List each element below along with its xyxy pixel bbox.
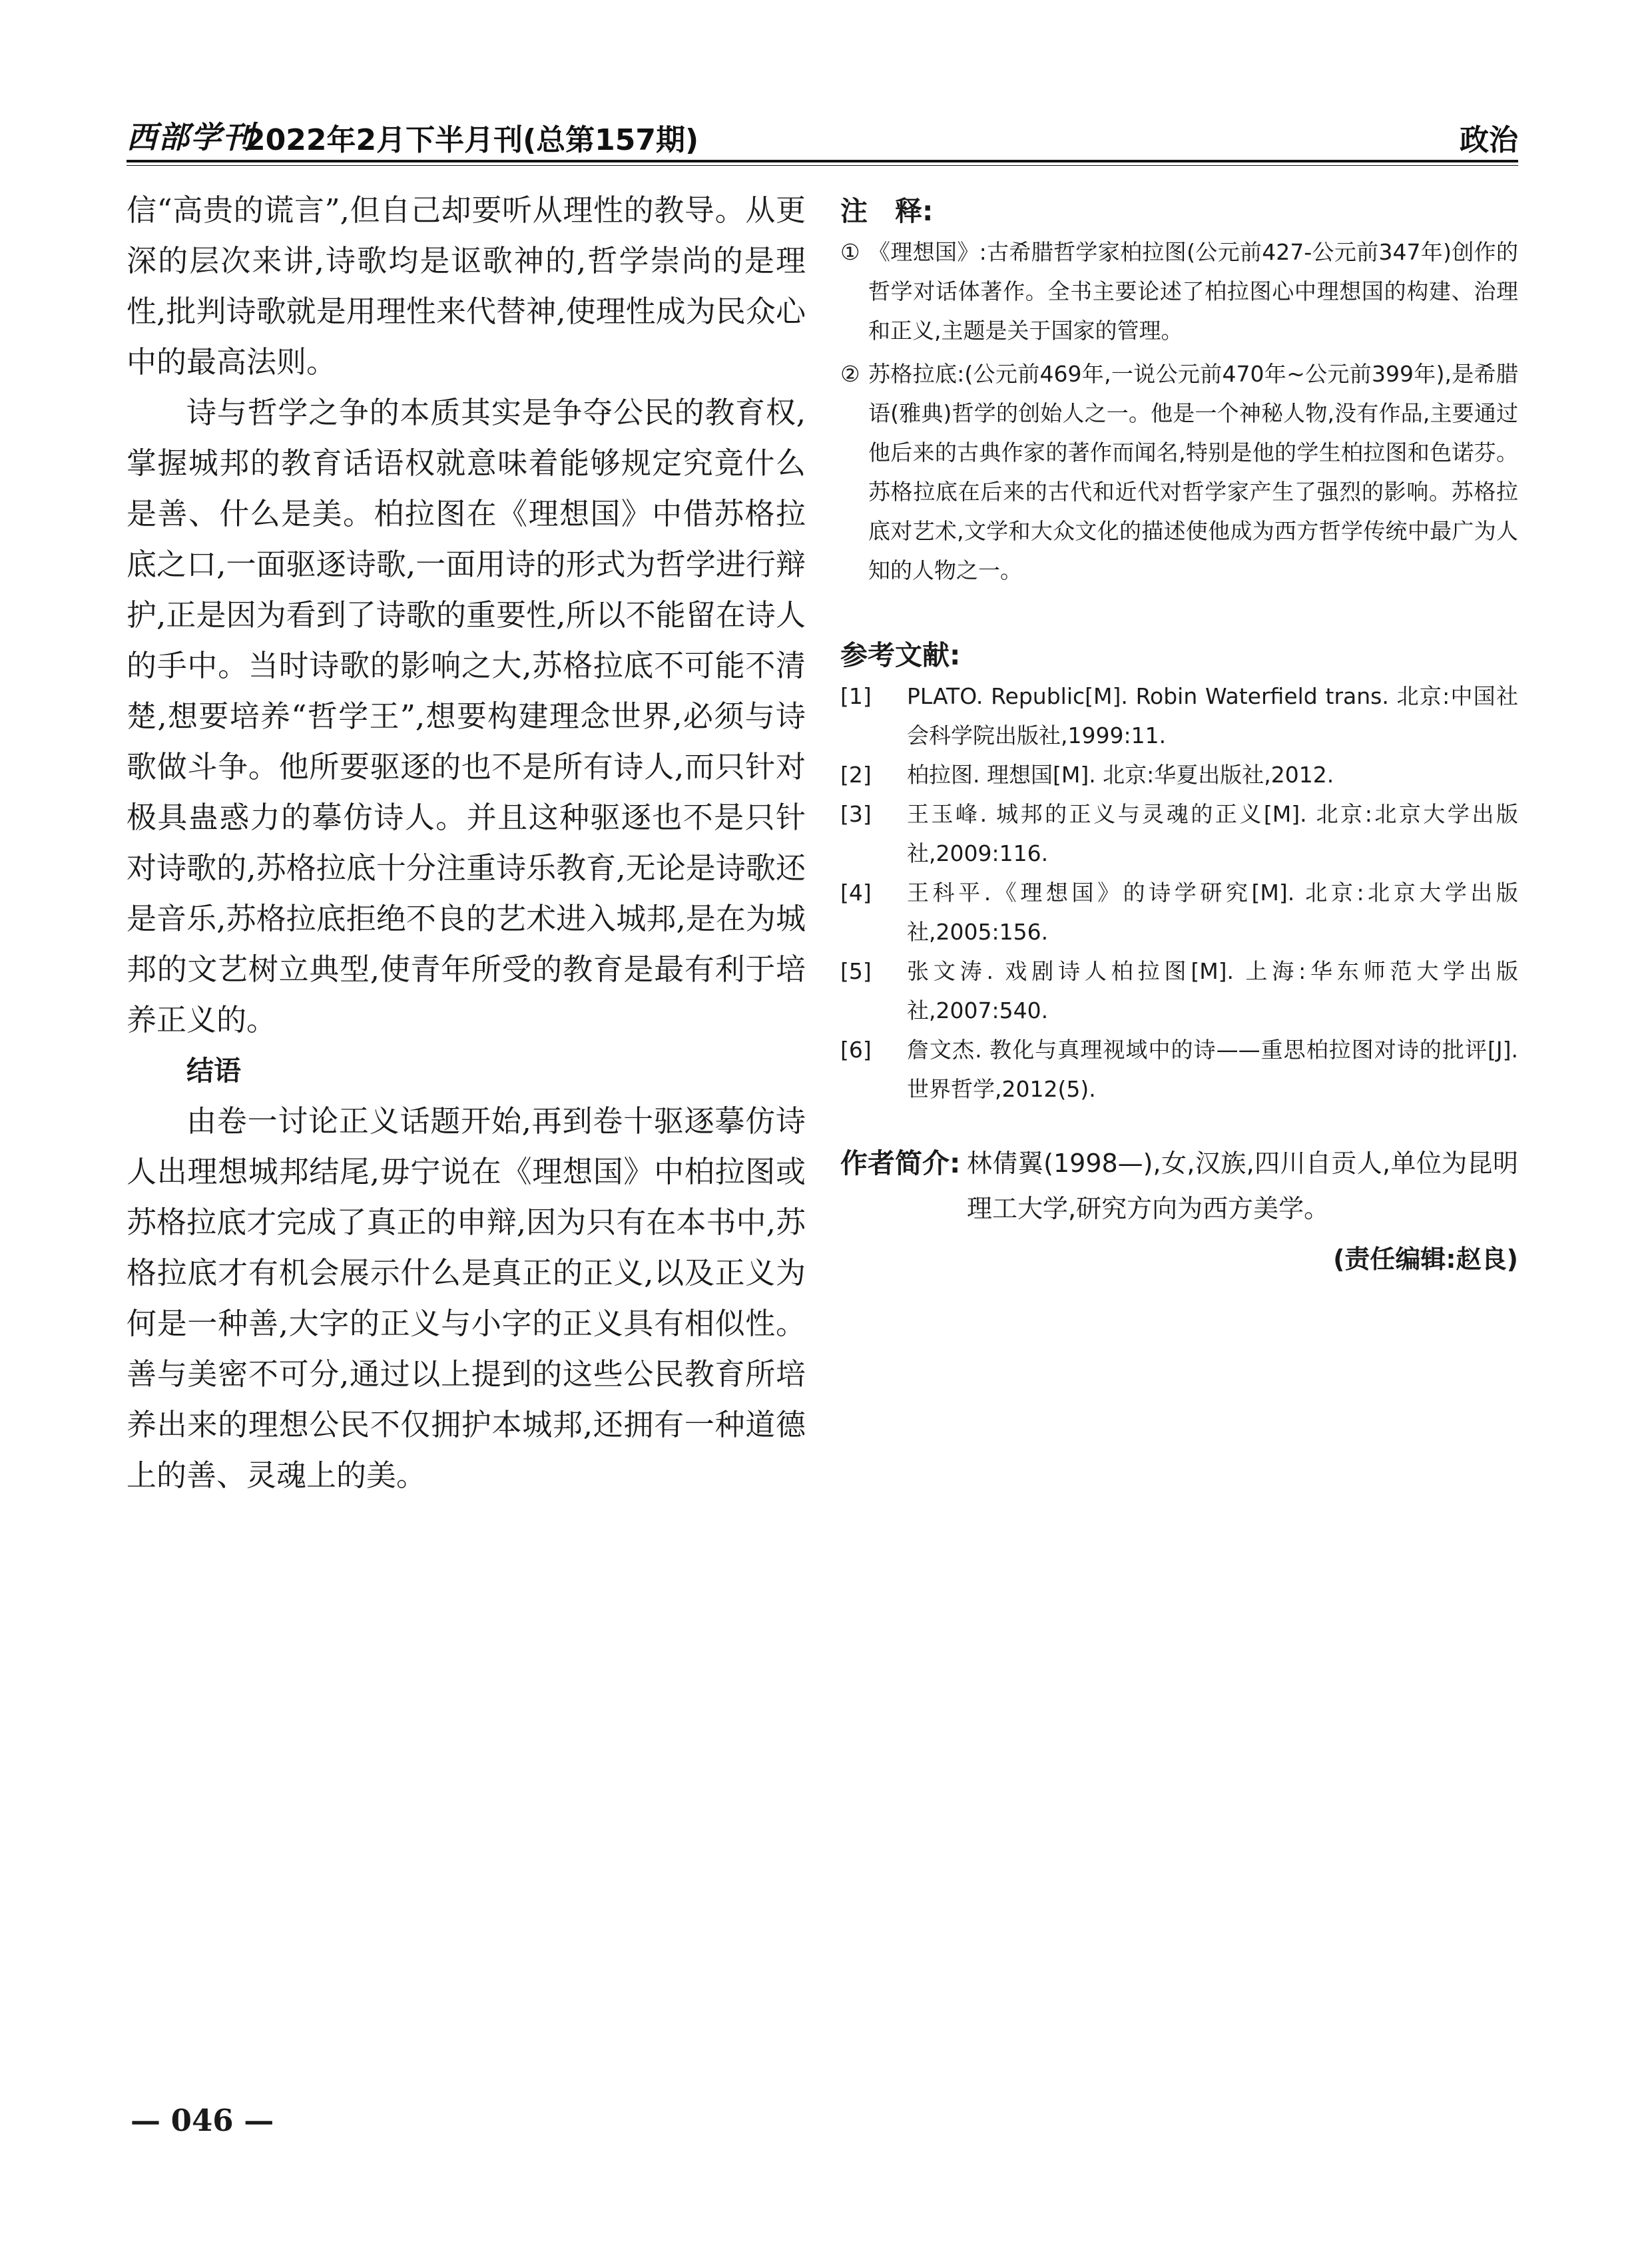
reference-text: 王玉峰. 城邦的正义与灵魂的正义[M]. 北京:北京大学出版社,2009:116. <box>907 801 1518 866</box>
issue-info: 2022年2月下半月刊(总第157期) <box>245 123 699 157</box>
note-marker: ② <box>840 361 860 387</box>
reference-item <box>840 794 1518 873</box>
note-item <box>840 232 1518 350</box>
journal-masthead: 西部学刊 <box>127 119 254 155</box>
reference-text: 王科平.《理想国》的诗学研究[M]. 北京:北京大学出版社,2005:156. <box>907 880 1518 945</box>
header-rule-thin <box>127 165 1518 166</box>
reference-item <box>840 952 1518 1030</box>
reference-number: [6] <box>840 1037 872 1063</box>
page-header <box>127 112 1518 157</box>
reference-text: 张文涛. 戏剧诗人柏拉图[M]. 上海:华东师范大学出版社,2007:540. <box>907 958 1518 1023</box>
section-label: 政治 <box>1460 123 1518 157</box>
references-heading: 参考文献: <box>840 639 961 671</box>
body-paragraph: 信“高贵的谎言”,但自己却要听从理性的教导。从更深的层次来讲,诗歌均是讴歌神的,哲学崇尚的是理性,批判诗歌就是用理性来代替神,使理性成为民众心中的最高法则。 <box>127 192 806 380</box>
note-marker: ① <box>840 239 860 265</box>
reference-number: [1] <box>840 683 872 709</box>
reference-item <box>840 873 1518 952</box>
conclusion-heading: 结语 <box>186 1055 241 1087</box>
page-number: — 046 — <box>131 2103 274 2138</box>
note-item <box>840 354 1518 590</box>
body-paragraph: 诗与哲学之争的本质其实是争夺公民的教育权,掌握城邦的教育话语权就意味着能够规定究竟什么是善、什么是美。柏拉图在《理想国》中借苏格拉底之口,一面驱逐诗歌,一面用诗的形式为哲学进行辩护,正是因为看到了诗歌的重要性,所以不能留在诗人的手中。当时诗歌的影响之大,苏格拉底不可能不清楚,想要培养“哲学王”,想要构建理念世界,必须与诗歌做斗争。他所要驱逐的也不是所有诗人,而只针对极具蛊惑力的摹仿诗人。并且这种驱逐也不是只针对诗歌的,苏格拉底十分注重诗乐教育,无论是诗歌还是音乐,苏格拉底拒绝不良的艺术进入城邦,是在为城邦的文艺树立典型,使青年所受的教育是最有利于培养正义的。 <box>127 395 806 1037</box>
header-rule <box>127 160 1518 162</box>
note-text: 《理想国》:古希腊哲学家柏拉图(公元前427-公元前347年)创作的哲学对话体著作。全书主要论述了柏拉图心中理想国的构建、治理和正义,主题是关于国家的管理。 <box>868 239 1518 344</box>
main-text-column <box>127 185 806 1501</box>
author-bio-label: 作者简介: <box>840 1147 961 1179</box>
reference-item <box>840 755 1518 794</box>
reference-text: PLATO. Republic[M]. Robin Waterfield trans. 北京:中国社会科学院出版社,1999:11. <box>907 683 1518 748</box>
reference-text: 柏拉图. 理想国[M]. 北京:华夏出版社,2012. <box>907 762 1334 788</box>
author-bio-text: 林倩翼(1998—),女,汉族,四川自贡人,单位为昆明理工大学,研究方向为西方美学。 <box>967 1149 1518 1223</box>
reference-number: [4] <box>840 880 872 906</box>
reference-number: [2] <box>840 762 872 788</box>
notes-column <box>840 190 1518 1280</box>
reference-text: 詹文杰. 教化与真理视域中的诗——重思柏拉图对诗的批评[J]. 世界哲学,2012(5). <box>907 1037 1518 1102</box>
reference-item <box>840 677 1518 755</box>
author-bio <box>840 1141 1518 1231</box>
notes-heading: 注 释: <box>840 195 934 227</box>
note-text: 苏格拉底:(公元前469年,一说公元前470年~公元前399年),是希腊语(雅典)哲学的创始人之一。他是一个神秘人物,没有作品,主要通过他后来的古典作家的著作而闻名,特别是他的学生柏拉图和色诺芬。苏格拉底在后来的古代和近代对哲学家产生了强烈的影响。苏格拉底对艺术,文学和大众文化的描述使他成为西方哲学传统中最广为人知的人物之一。 <box>868 361 1518 583</box>
reference-item <box>840 1030 1518 1109</box>
reference-number: [3] <box>840 801 872 827</box>
reference-number: [5] <box>840 958 872 984</box>
conclusion-paragraph: 由卷一讨论正义话题开始,再到卷十驱逐摹仿诗人出理想城邦结尾,毋宁说在《理想国》中柏拉图或苏格拉底才完成了真正的申辩,因为只有在本书中,苏格拉底才有机会展示什么是真正的正义,以及正义为何是一种善,大字的正义与小字的正义具有相似性。善与美密不可分,通过以上提到的这些公民教育所培养出来的理想公民不仅拥护本城邦,还拥有一种道德上的善、灵魂上的美。 <box>127 1103 806 1493</box>
responsible-editor: (责任编辑:赵良) <box>1333 1245 1518 1274</box>
